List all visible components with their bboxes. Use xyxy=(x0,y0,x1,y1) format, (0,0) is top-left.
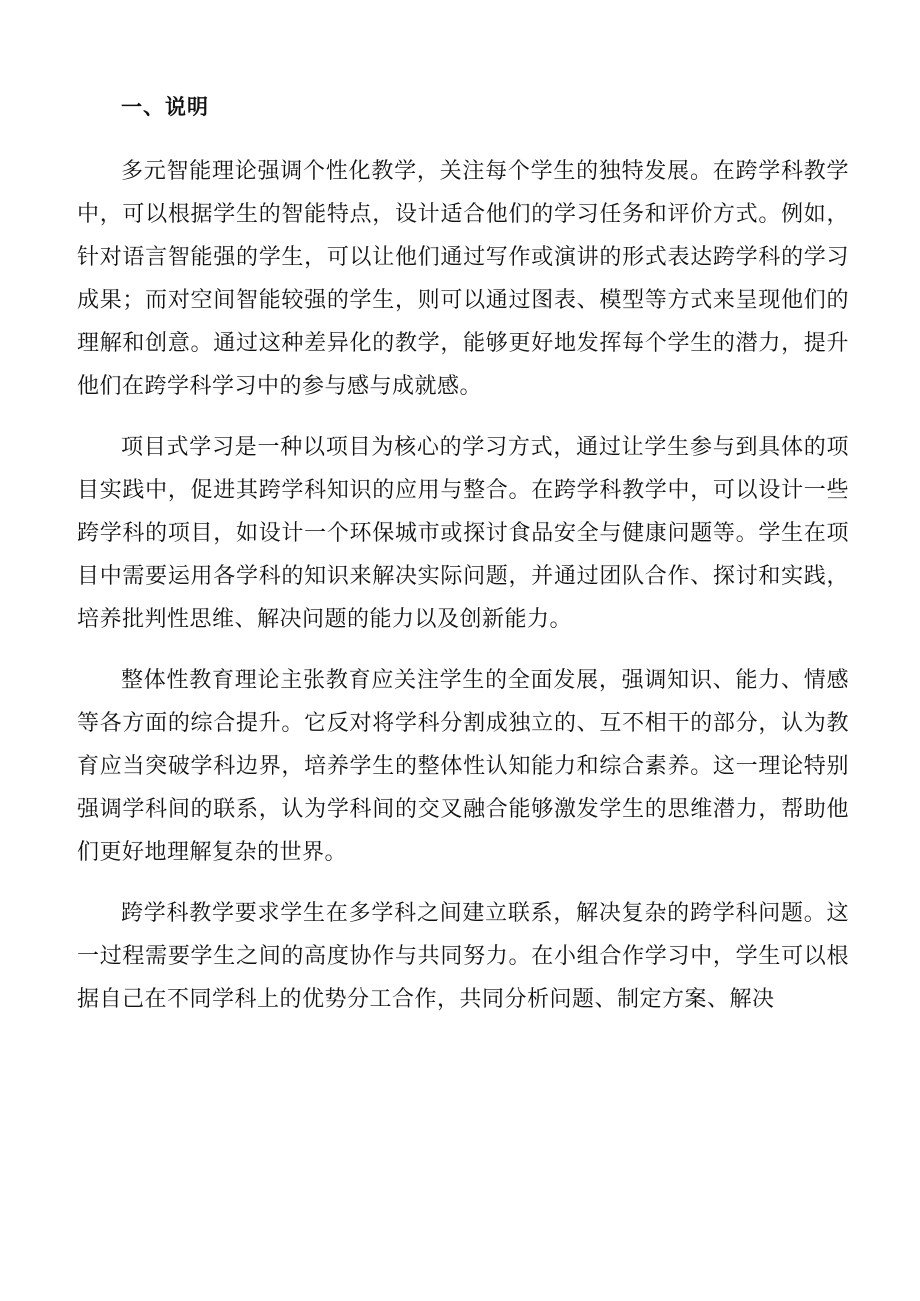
paragraph-project-based-learning: 项目式学习是一种以项目为核心的学习方式，通过让学生参与到具体的项目实践中，促进其跨学科知识的应用与整合。在跨学科教学中，可以设计一些跨学科的项目，如设计一个环保城市或探讨食品安全与健康问题等。学生在项目中需要运用各学科的知识来解决实际问题，并通过团队合作、探讨和实践，培养批判性思维、解决问题的能力以及创新能力。 xyxy=(77,435,849,632)
document-body xyxy=(77,86,849,1039)
paragraph-holistic-education: 整体性教育理论主张教育应关注学生的全面发展，强调知识、能力、情感等各方面的综合提升。它反对将学科分割成独立的、互不相干的部分，认为教育应当突破学科边界，培养学生的整体性认知能力和综合素养。这一理论特别强调学科间的联系，认为学科间的交叉融合能够激发学生的思维潜力，帮助他们更好地理解复杂的世界。 xyxy=(77,668,849,865)
paragraph-collaborative-learning: 跨学科教学要求学生在多学科之间建立联系，解决复杂的跨学科问题。这一过程需要学生之间的高度协作与共同努力。在小组合作学习中，学生可以根据自己在不同学科上的优势分工合作，共同分析问题、制定方案、解决 xyxy=(77,901,849,1012)
paragraph-multiple-intelligences: 多元智能理论强调个性化教学，关注每个学生的独特发展。在跨学科教学中，可以根据学生的智能特点，设计适合他们的学习任务和评价方式。例如，针对语言智能强的学生，可以让他们通过写作或演讲的形式表达跨学科的学习成果；而对空间智能较强的学生，则可以通过图表、模型等方式来呈现他们的理解和创意。通过这种差异化的教学，能够更好地发挥每个学生的潜力，提升他们在跨学科学习中的参与感与成就感。 xyxy=(77,159,849,399)
section-heading: 一、说明 xyxy=(121,94,209,119)
